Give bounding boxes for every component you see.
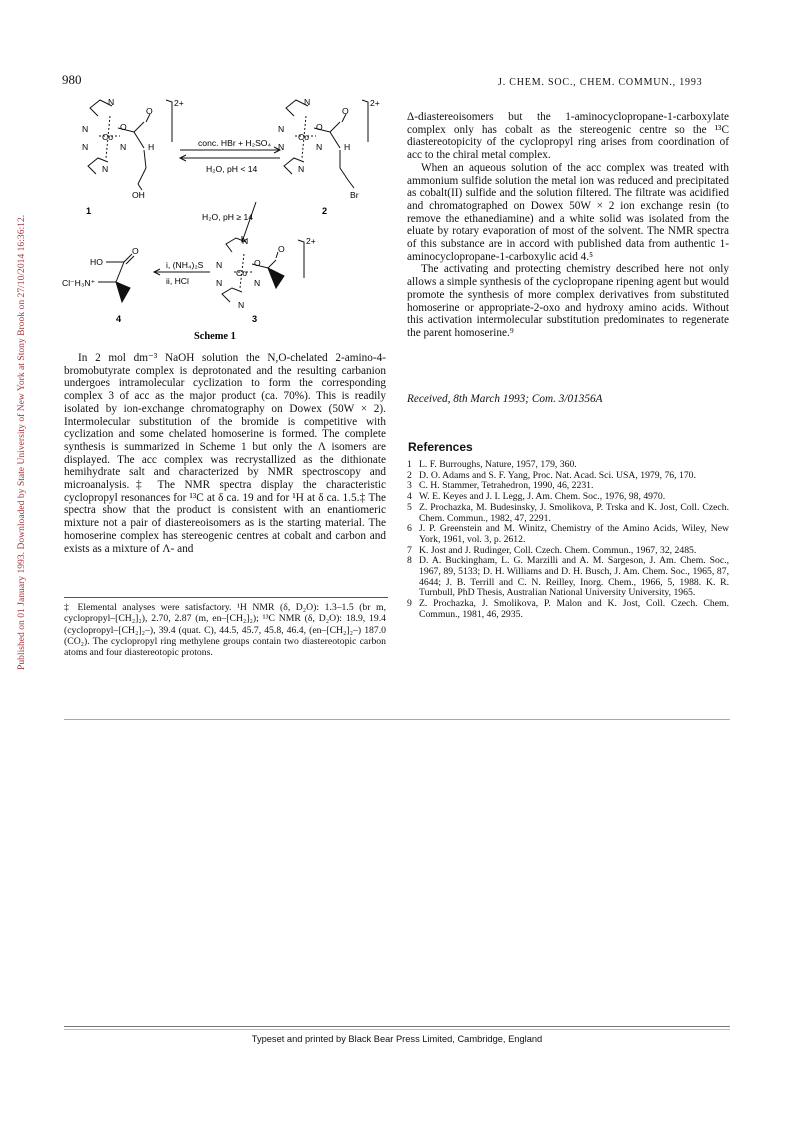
download-watermark	[2, 150, 27, 670]
charge-label: 2+	[306, 236, 316, 246]
compound-4-label: 4	[116, 314, 122, 324]
atom-o: O	[146, 106, 153, 116]
left-column-body	[64, 352, 386, 555]
arrow-forward-label: conc. HBr + H₂SO₄	[198, 138, 271, 148]
arrow-back-label: H₂O, pH < 14	[206, 164, 258, 174]
scheme-caption: Scheme 1	[194, 331, 236, 342]
body-paragraph: In 2 mol dm⁻³ NaOH solution the N,O-chelated 2-amino-4-bromobutyrate complex is deprotonated and the resulting carbanion undergoes intramolecular cyclization to form the corresponding complex 3 of acc as the major product (ca. 70%). This is readily isolated by ion-exchange chromatography on Dowex (50W × 2). Intermolecular substitution of the bromide is competitive with cyclization and some chelated homoserine is formed. The complete synthesis is summarized in Scheme 1 but only the Λ isomers are displayed. The acc complex was recrystallized as the dithionate hemihydrate salt and characterized by NMR spectroscopy and microanalysis.‡ The NMR spectra display the characteristic cyclopropyl resonances for ¹³C at δ ca. 19 and for ¹H at δ ca. 1.5.‡ The spectra show that the product is consistent with an enantiomeric mixture not a pair of diastereoisomers as is the starting material. The homoserine complex has stereogenic centres at cobalt and carbon and exists as a mixture of Λ- and	[64, 352, 386, 555]
atom-n: N	[242, 236, 249, 246]
footnote-rule	[64, 597, 388, 598]
atom-h: H	[344, 142, 351, 152]
arrow-step2-label: ii, HCl	[166, 276, 189, 286]
received-line: Received, 8th March 1993; Com. 3/01356A	[407, 393, 603, 405]
atom-co: Co	[102, 132, 113, 142]
body-paragraph: The activating and protecting chemistry described here not only allows a simple synthesis of the cyclopropane ripening agent but would promote the synthesis of more complex derivatives from substituted homoserine or appropriate-2-oxo and hydroxy amino acids. Without this activation intermolecular substitution predominates to regenerate the parent homoserine.⁹	[407, 263, 729, 339]
page-number: 980	[62, 72, 82, 87]
atom-o: O	[278, 244, 285, 254]
reference-item: 1 L. F. Burroughs, Nature, 1957, 179, 360.	[407, 459, 577, 470]
body-paragraph: When an aqueous solution of the acc complex was treated with ammonium sulfide solution the metal ion was reduced and precipitated as cobalt(II) sulfide and the solution filtered. The filtrate was acidified and chromatographed on Dowex 50W × 2 ion exchange resin (to remove the ethanediamine) and a white solid was isolated from the eluate by rotary evaporation of most of the solvent. The NMR spectra of this substance are in accord with published data from authentic 1-aminocyclopropane-1-carboxylic acid 4.⁵	[407, 161, 729, 263]
atom-co: Co	[298, 132, 309, 142]
atom-o: O	[120, 122, 127, 132]
reference-item: 3 C. H. Stammer, Tetrahedron, 1990, 46, 2231.	[407, 480, 594, 492]
footnote: ‡ Elemental analyses were satisfactory. ¹H NMR (δ, D₂O): 1.3–1.5 (br m, cyclopropyl–[CH₂]₂), 2.70, 2.87 (m, en–[CH₂]₂); ¹³C NMR (δ, D₂O): 18.9, 19.4 (cyclopropyl–[CH₂]₂–), 39.4 (quat. C), 44.5, 45.7, 45.8, 46.4, (en–[CH₂]₂–) 187.0 (CO₂). The cyclopropyl ring methylene groups contain two diastereotopic carbon atoms and four diastereotopic protons.	[64, 602, 386, 659]
atom-n: N	[298, 164, 305, 174]
atom-o: O	[132, 246, 139, 256]
compound-2-label: 2	[322, 206, 328, 216]
scheme-1-figure	[62, 92, 398, 342]
compound-3-label: 3	[252, 314, 258, 324]
printer-credit: Typeset and printed by Black Bear Press Limited, Cambridge, England	[251, 1034, 543, 1044]
references-list	[407, 460, 729, 621]
atom-n: N	[216, 278, 223, 288]
footer-rule	[64, 1026, 730, 1027]
arrow-step1-label: i, (NH₄)₂S	[166, 260, 204, 270]
reference-item: 8 D. A. Buckingham, L. G. Marzilli and A. M. Sargeson, J. Am. Chem. Soc., 1967, 89, 5133; D. H. Williams and D. H. Busch, J. Am. Chem. Soc., 1965, 87, 4644; J. B. Terrill and C. N. Reilley, Inorg. Chem., 1966, 5, 1988. K. R. Turnbull, PhD Thesis, Australian National University University, 1965.	[407, 555, 729, 599]
right-column-body	[407, 111, 729, 340]
atom-n: N	[216, 260, 223, 270]
atom-br: Br	[350, 190, 359, 200]
reference-item: 9 Z. Prochazka, J. Smolikova, P. Malon and K. Jost, Coll. Czech. Chem. Commun., 1981, 46, 2935.	[407, 598, 729, 620]
atom-o: O	[342, 106, 349, 116]
watermark-text: Published on 01 January 1993. Downloaded by State University of New York at Stony Brook on 27/10/2014 16:36:12.	[16, 214, 27, 670]
reference-item: 5 Z. Prochazka, M. Budesinsky, J. Smolikova, P. Trska and K. Jost, Coll. Czech. Chem. Commun., 1982, 47, 2291.	[407, 501, 729, 524]
charge-label: 2+	[370, 98, 380, 108]
atom-n: N	[254, 278, 261, 288]
references-heading: References	[408, 440, 473, 454]
compound-1-label: 1	[86, 206, 92, 216]
atom-n: N	[278, 142, 285, 152]
atom-n: N	[304, 97, 311, 107]
reference-item: 7 K. Jost and J. Rudinger, Coll. Czech. Chem. Commun., 1967, 32, 2485.	[407, 544, 697, 556]
reference-item: 2 D. O. Adams and S. F. Yang, Proc. Nat. Acad. Sci. USA, 1979, 76, 170.	[407, 469, 696, 481]
atom-n: N	[120, 142, 127, 152]
atom-n: N	[316, 142, 323, 152]
body-paragraph: Δ-diastereoisomers but the 1-aminocyclopropane-1-carboxylate complex only has cobalt as the stereogenic centre so the ¹³C diastereotopicity of the cyclopropyl ring arises from coordination of acc to the chiral metal complex.	[407, 111, 729, 162]
atom-n: N	[278, 124, 285, 134]
atom-n: N	[82, 142, 89, 152]
footer-rule	[64, 1029, 730, 1030]
atom-oh: OH	[132, 190, 145, 200]
reference-item: 4 W. E. Keyes and J. I. Legg, J. Am. Chem. Soc., 1976, 98, 4970.	[407, 491, 666, 503]
cyclopropane-3	[268, 268, 284, 288]
arrow-cyclize-label: H₂O, pH ≥ 14	[202, 212, 254, 222]
atom-o: O	[254, 258, 261, 268]
column-end-rule	[64, 719, 730, 720]
reference-item: 6 J. P. Greenstein and M. Winitz, Chemistry of the Amino Acids, Wiley, New York, 1961, vol. 3, p. 2612.	[407, 523, 729, 545]
charge-label: 2+	[174, 98, 184, 108]
running-head: J. CHEM. SOC., CHEM. COMMUN., 1993	[498, 77, 703, 88]
atom-h: H	[148, 142, 155, 152]
atom-clh3n: Cl⁻H₃N⁺	[62, 278, 96, 288]
atom-n: N	[82, 124, 89, 134]
atom-co: Co	[236, 268, 247, 278]
atom-ho: HO	[90, 257, 103, 267]
atom-n: N	[238, 300, 245, 310]
atom-n: N	[108, 97, 115, 107]
cyclopropane-4	[116, 282, 130, 302]
atom-n: N	[102, 164, 109, 174]
atom-o: O	[316, 122, 323, 132]
